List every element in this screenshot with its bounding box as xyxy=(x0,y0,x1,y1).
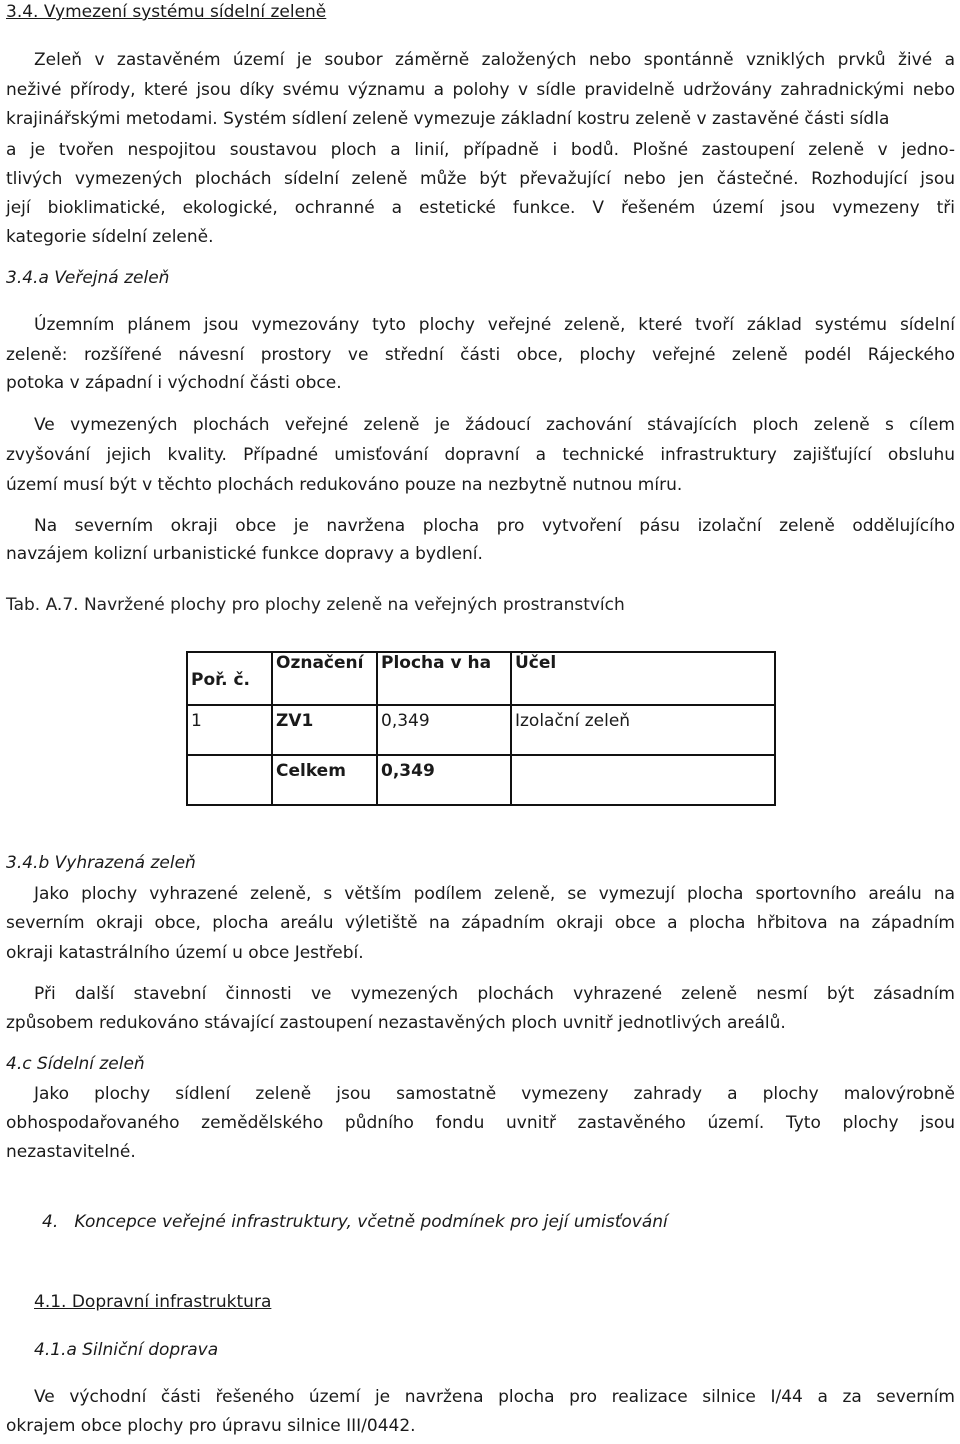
table-cell: 0,349 xyxy=(377,755,511,805)
table-cell xyxy=(187,755,272,805)
table-cell: ZV1 xyxy=(272,705,377,755)
text-line: krajinářskými metodami. Systém sídlení zeleně vymezuje základní kostru zeleně v zastavěné části sídla xyxy=(6,109,890,129)
table-cell: 1 xyxy=(187,705,272,755)
table-cell: 0,349 xyxy=(377,705,511,755)
text-line: tlivých vymezených plochách sídelní zeleně může být převažující nebo jen částečné. Rozhodující jsou xyxy=(6,169,955,189)
text-line: severním okraji obce, plocha areálu výletiště na západním okraji obce a plocha hřbitova na západním xyxy=(6,913,955,933)
table-caption: Tab. A.7. Navržené plochy pro plochy zeleně na veřejných prostranstvích xyxy=(6,595,625,615)
text-line: kategorie sídelní zeleně. xyxy=(6,227,214,247)
table-header-row xyxy=(187,652,775,705)
text-line: Územním plánem jsou vymezovány tyto plochy veřejné zeleně, které tvoří základ systému sídelní xyxy=(34,315,955,335)
table-header-cell: Účel xyxy=(511,652,775,705)
table-cell: Celkem xyxy=(272,755,377,805)
table-row xyxy=(187,755,775,805)
text-line: Zeleň v zastavěném území je soubor záměrně založených nebo spontánně vzniklých prvků živé a xyxy=(34,50,955,70)
text-line: Jako plochy sídlení zeleně jsou samostatně vymezeny zahrady a plochy malovýrobně xyxy=(34,1084,955,1104)
text-line: nezastavitelné. xyxy=(6,1142,136,1162)
subsection-heading-a: 3.4.a Veřejná zeleň xyxy=(6,268,170,288)
table-cell: Izolační zeleň xyxy=(511,705,775,755)
text-line: Při další stavební činnosti ve vymezených plochách vyhrazené zeleně nesmí být zásadním xyxy=(34,984,955,1004)
text-line: potoka v západní i východní části obce. xyxy=(6,373,342,393)
text-line: Jako plochy vyhrazené zeleně, s větším podílem zeleně, se vymezují plocha sportovního areálu na xyxy=(34,884,955,904)
subsection-heading-c: 4.c Sídelní zeleň xyxy=(6,1054,145,1074)
table-header-cell: Označení xyxy=(272,652,377,705)
text-line: neživé přírody, které jsou díky svému významu a polohy v sídle pravidelně udržovány zahradnickými nebo xyxy=(6,80,955,100)
green-areas-table xyxy=(186,651,776,806)
section-heading: 3.4. Vymezení systému sídelní zeleně xyxy=(6,2,327,22)
text-line: způsobem redukováno stávající zastoupení nezastavěných ploch uvnitř jednotlivých areálů. xyxy=(6,1013,786,1033)
text-line: zeleně: rozšířené návesní prostory ve střední části obce, plochy veřejné zeleně podél Rájeckého xyxy=(6,345,955,365)
text-line: zvyšování jejich kvality. Případné umisťování dopravní a technické infrastruktury zajišťující obsluhu xyxy=(6,445,955,465)
text-line: okraji katastrálního území u obce Jestřebí. xyxy=(6,943,364,963)
text-line: Ve vymezených plochách veřejné zeleně je žádoucí zachování stávajících ploch zeleně s cílem xyxy=(34,415,955,435)
text-line: a je tvořen nespojitou soustavou ploch a linií, případně i bodů. Plošné zastoupení zeleně v jedno- xyxy=(6,140,955,160)
section-41a-heading: 4.1.a Silniční doprava xyxy=(34,1340,219,1360)
subsection-heading-b: 3.4.b Vyhrazená zeleň xyxy=(6,853,196,873)
text-line: navzájem kolizní urbanistické funkce dopravy a bydlení. xyxy=(6,544,483,564)
table-row xyxy=(187,705,775,755)
text-line: její bioklimatické, ekologické, ochranné a estetické funkce. V řešeném území jsou vymezeny tři xyxy=(6,198,955,218)
text-line: území musí být v těchto plochách redukováno pouze na nezbytně nutnou míru. xyxy=(6,475,683,495)
text-line: okrajem obce plochy pro úpravu silnice III/0442. xyxy=(6,1416,416,1436)
table-header-cell: Poř. č. xyxy=(187,652,272,705)
table-header-cell: Plocha v ha xyxy=(377,652,511,705)
text-line: obhospodařovaného zemědělského půdního fondu uvnitř zastavěného území. Tyto plochy jsou xyxy=(6,1113,955,1133)
text-line: Ve východní části řešeného území je navržena plocha pro realizace silnice I/44 a za severním xyxy=(34,1387,955,1407)
chapter-heading: 4. Koncepce veřejné infrastruktury, včetně podmínek pro její umisťování xyxy=(42,1212,668,1232)
section-41-heading: 4.1. Dopravní infrastruktura xyxy=(34,1292,272,1312)
text-line: Na severním okraji obce je navržena plocha pro vytvoření pásu izolační zeleně oddělujícího xyxy=(34,516,955,536)
table-cell xyxy=(511,755,775,805)
